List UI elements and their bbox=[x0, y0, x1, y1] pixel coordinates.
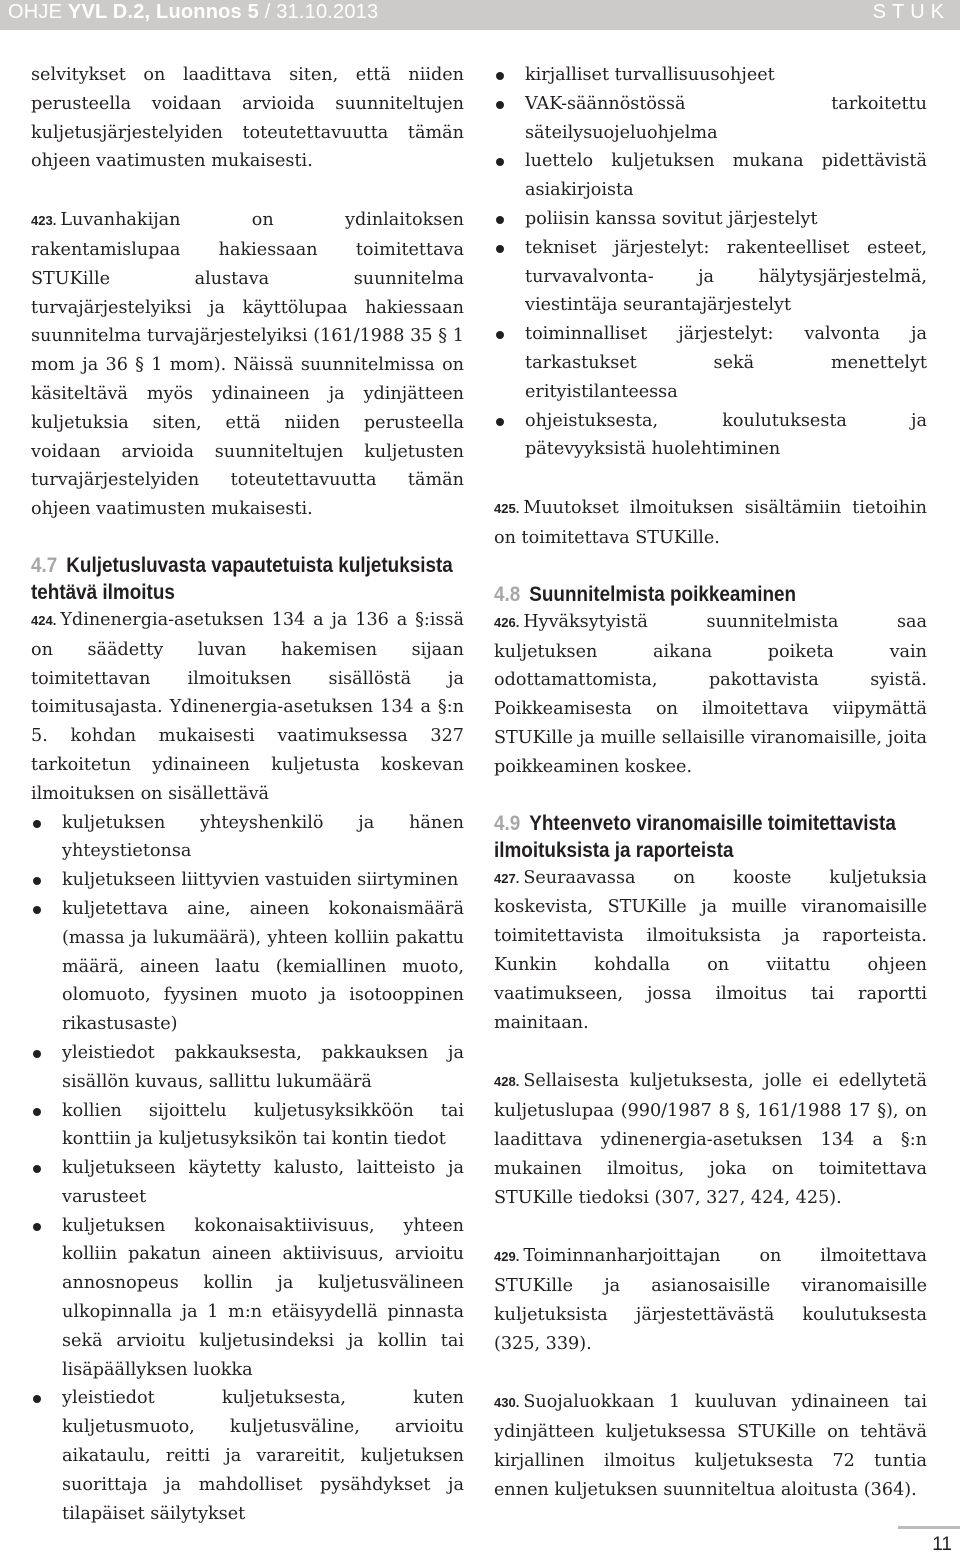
section-heading-4-9 bbox=[494, 810, 926, 864]
paragraph-429 bbox=[494, 1242, 927, 1358]
intro-paragraph: selvitykset on laadittava siten, että niiden perusteella voidaan arvioida suunniteltujen kuljetusjärjestelyiden toteutettavuutta tämän ohjeen vaatimusten mukaisesti. bbox=[31, 65, 464, 172]
paragraph-number: 429. bbox=[494, 1249, 520, 1265]
list-item: ohjeistuksesta, koulutuksesta ja pätevyyksistä huolehtiminen bbox=[494, 407, 927, 465]
paragraph-text: Hyväksytyistä suunnitelmista saa kuljetuksen aikana poiketa vain odottamattomista, pakottavista syistä. Poikkeamisesta on ilmoitettava viipymättä STUKille ja muille sellaisille viranomaisille, joita poikkeaminen koskee. bbox=[494, 611, 927, 777]
list-item: kuljetukseen käytetty kalusto, laitteisto ja varusteet bbox=[31, 1154, 464, 1212]
notification-content-list-continued bbox=[494, 61, 927, 464]
paragraph-425 bbox=[494, 494, 927, 553]
paragraph-423 bbox=[31, 206, 464, 524]
list-item: luettelo kuljetuksen mukana pidettävistä asiakirjoista bbox=[494, 147, 927, 205]
paragraph-text: Luvanhakijan on ydinlaitoksen rakentamislupaa hakiessaan toimitettava STUKille alustava suunnitelma turvajärjestelyiksi ja käyttölupaa hakiessaan suunnitelma turvajärjestelyiksi (161/1988 35 § 1 mom ja 36 § 1 mom). Näissä suunnitelmissa on käsiteltävä myös ydinaineen ja ydinjätteen kuljetuksia siten, että niiden perusteella voidaan arvioida suunniteltujen kuljetusten turvajärjestelyiden toteutettavuutta tämän ohjeen vaatimusten mukaisesti. bbox=[31, 210, 464, 520]
section-title: Yhteenveto viranomaisille toimitettavista ilmoituksista ja raporteista bbox=[494, 811, 896, 862]
paragraph-text: Sellaisesta kuljetuksesta, jolle ei edellytetä kuljetuslupaa (990/1987 8 §, 161/1988 17 §), on laadittava ydinenergia-asetuksen 134 a §:n mukainen ilmoitus, joka on toimitettava STUKille tiedoksi (307, 327, 424, 425). bbox=[494, 1071, 927, 1208]
left-column bbox=[31, 61, 464, 1528]
list-item: VAK-säännöstössä tarkoitettu säteilysuojeluohjelma bbox=[494, 90, 927, 148]
document-identifier bbox=[8, 1, 378, 24]
paragraph-number: 423. bbox=[31, 213, 57, 229]
section-number: 4.8 bbox=[494, 582, 521, 606]
page-header bbox=[0, 0, 960, 30]
paragraph-number: 427. bbox=[494, 870, 520, 886]
list-item: kuljetettava aine, aineen kokonaismäärä (massa ja lukumäärä), yhteen kolliin pakattu määrä, aineen laatu (kemiallinen muoto, olomuoto, fyysinen muoto ja isotooppinen rikastusaste) bbox=[31, 895, 464, 1039]
paragraph-number: 425. bbox=[494, 501, 520, 517]
paragraph-text: Toiminnanharjoittajan on ilmoitettava STUKille ja asianosaisille viranomaisille kuljetuksista järjestettävästä koulutuksesta (325, 339). bbox=[494, 1246, 927, 1354]
list-item: kollien sijoittelu kuljetusyksikköön tai konttiin ja kuljetusyksikön tai kontin tiedot bbox=[31, 1097, 464, 1155]
list-item: tekniset järjestelyt: rakenteelliset esteet, turvavalvonta- ja hälytysjärjestelmä, viestintäja seurantajärjestelyt bbox=[494, 234, 927, 320]
section-heading-4-7 bbox=[31, 552, 463, 606]
paragraph-number: 430. bbox=[494, 1395, 520, 1411]
paragraph-text: Ydinenergia-asetuksen 134 a ja 136 a §:issä on säädetty luvan hakemisen sijaan toimitettavan ilmoituksen sisällöstä ja toimitusajasta. Ydinenergia-asetuksen 134 a §:n 5. kohdan mukaisesti vaatimuksessa 327 tarkoitetun ydinaineen kuljetusta koskevan ilmoituksen on sisällettävä bbox=[31, 609, 464, 804]
list-item: yleistiedot kuljetuksesta, kuten kuljetusmuoto, kuljetusväline, arvioitu aikataulu, reitti ja varareitit, kuljetuksen suorittaja ja mahdolliset pysähdykset ja tilapäiset säilytykset bbox=[31, 1384, 464, 1528]
paragraph-number: 424. bbox=[31, 612, 57, 628]
footer-rule bbox=[898, 1526, 960, 1529]
section-number: 4.7 bbox=[31, 553, 58, 577]
list-item: kuljetuksen kokonaisaktiivisuus, yhteen kolliin pakatun aineen aktiivisuus, arvioitu annosnopeus kollin ja kuljetusvälineen ulkopinnalla ja 1 m:n etäisyydellä pinnasta sekä arvioitu kuljetusindeksi ja kollin tai lisäpäällyksen luokka bbox=[31, 1212, 464, 1385]
paragraph-426 bbox=[494, 608, 927, 782]
list-item: kuljetuksen yhteyshenkilö ja hänen yhteystietonsa bbox=[31, 809, 464, 867]
doc-prefix: OHJE bbox=[8, 1, 63, 23]
organization-name: STUK bbox=[872, 1, 950, 23]
list-item: poliisin kanssa sovitut järjestelyt bbox=[494, 205, 927, 234]
paragraph-number: 426. bbox=[494, 614, 520, 630]
notification-content-list bbox=[31, 809, 464, 1529]
section-title: Suunnitelmista poikkeaminen bbox=[529, 582, 797, 606]
doc-date: / 31.10.2013 bbox=[264, 1, 379, 23]
doc-code: YVL D.2, Luonnos 5 bbox=[67, 1, 259, 23]
paragraph-text: Suojaluokkaan 1 kuuluvan ydinaineen tai ydinjätteen kuljetuksessa STUKille on tehtävä kirjallinen ilmoitus kuljetuksesta 72 tuntia ennen kuljetuksen suunniteltua aloitusta (364). bbox=[494, 1392, 927, 1500]
paragraph-424 bbox=[31, 606, 464, 809]
list-item: kirjalliset turvallisuusohjeet bbox=[494, 61, 927, 90]
section-number: 4.9 bbox=[494, 811, 521, 835]
list-item: kuljetukseen liittyvien vastuiden siirtyminen bbox=[31, 866, 464, 895]
paragraph-number: 428. bbox=[494, 1074, 520, 1090]
section-heading-4-8 bbox=[494, 581, 926, 608]
paragraph-430 bbox=[494, 1388, 927, 1504]
paragraph-text: Muutokset ilmoituksen sisältämiin tietoihin on toimitettava STUKille. bbox=[494, 498, 927, 548]
right-column bbox=[494, 61, 927, 1505]
page-number: 11 bbox=[932, 1534, 952, 1555]
list-item: toiminnalliset järjestelyt: valvonta ja tarkastukset sekä menettelyt erityistilanteessa bbox=[494, 320, 927, 406]
paragraph-428 bbox=[494, 1067, 927, 1212]
paragraph-text: Seuraavassa on kooste kuljetuksia koskevista, STUKille ja muille viranomaisille toimitettavista ilmoituksista ja raporteista. Kunkin kohdalla on viitattu ohjeen vaatimukseen, jossa ilmoitus tai raportti mainitaan. bbox=[494, 867, 927, 1033]
list-item: yleistiedot pakkauksesta, pakkauksen ja sisällön kuvaus, sallittu lukumäärä bbox=[31, 1039, 464, 1097]
section-title: Kuljetusluvasta vapautetuista kuljetuksista tehtävä ilmoitus bbox=[31, 553, 453, 604]
paragraph-427 bbox=[494, 864, 927, 1038]
